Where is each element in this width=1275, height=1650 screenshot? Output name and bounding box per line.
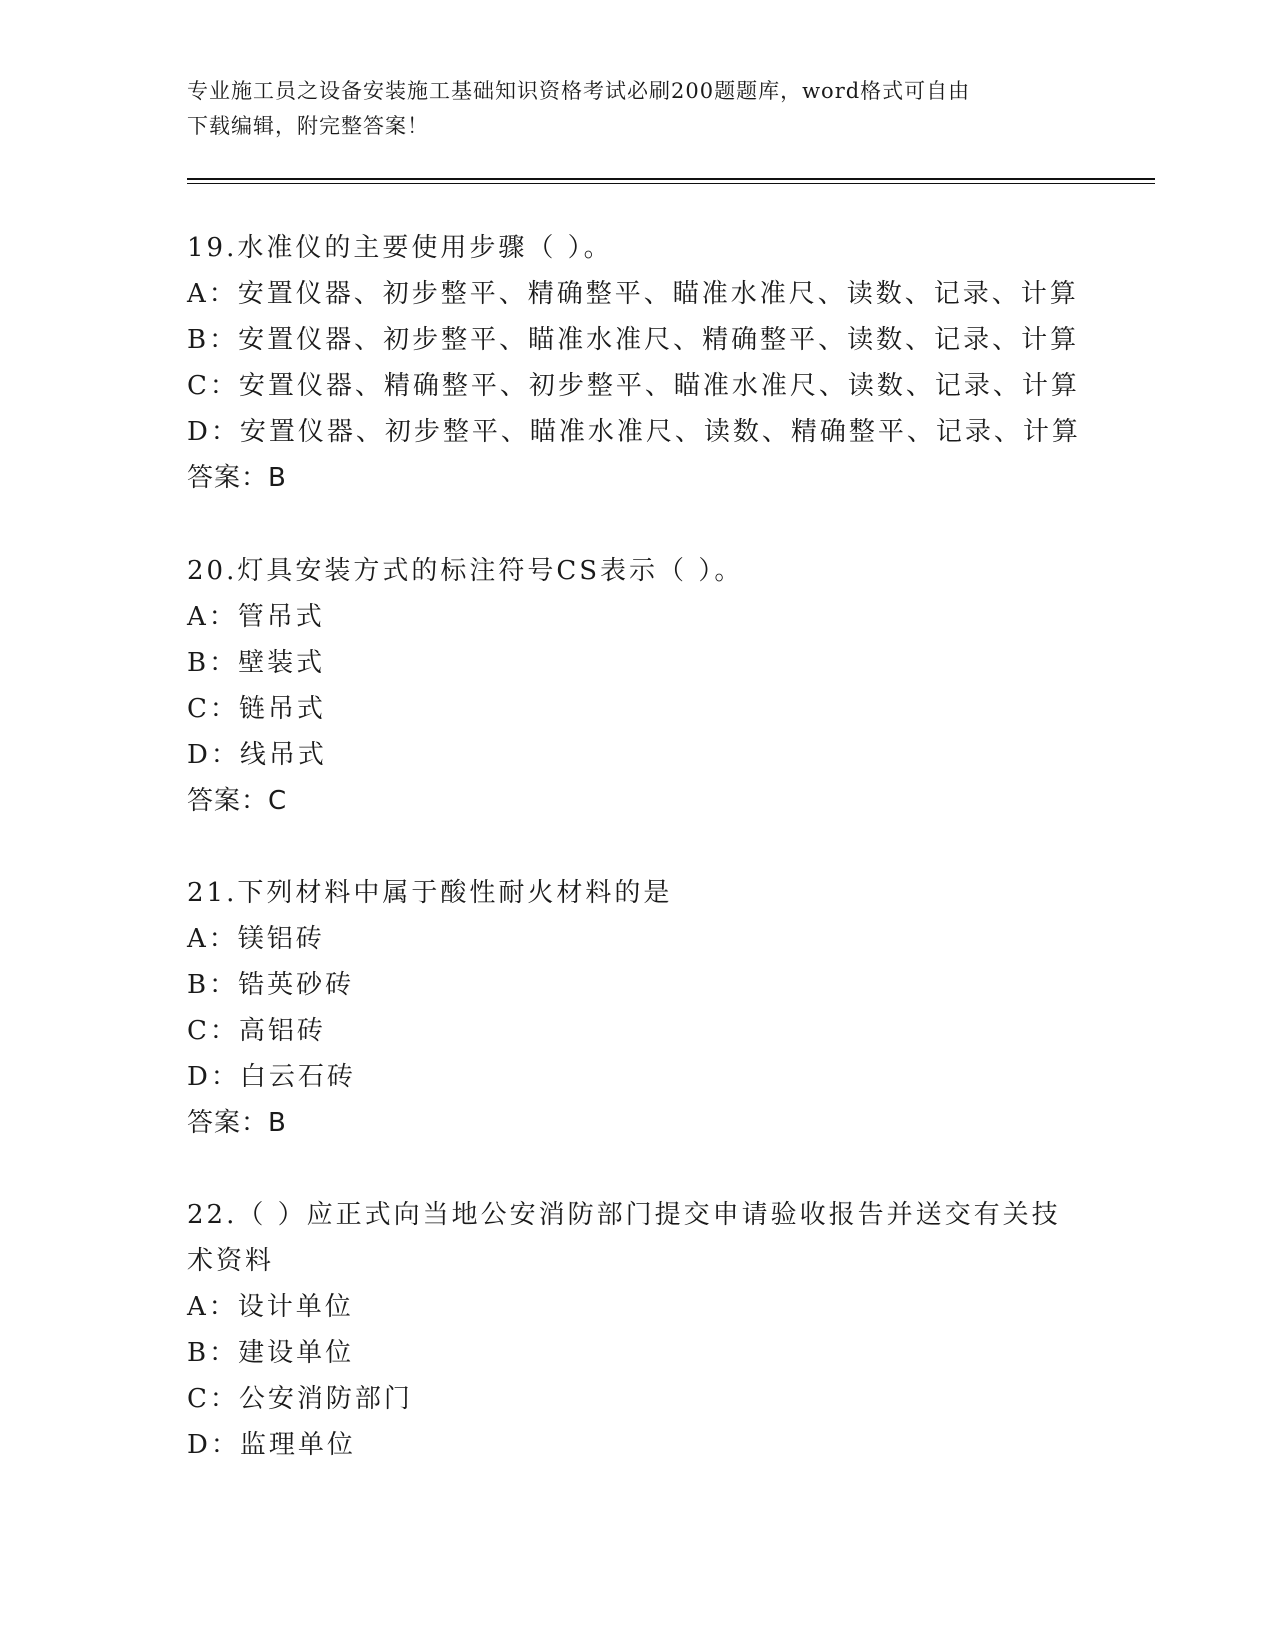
question-stem: 20.灯具安装方式的标注符号CS表示（ ）。 xyxy=(187,556,744,586)
question-19 xyxy=(187,225,1087,501)
option-a: A：管吊式 xyxy=(187,602,325,632)
option-a: A：安置仪器、初步整平、精确整平、瞄准水准尺、读数、记录、计算 xyxy=(187,279,1079,309)
option-c: C：高铝砖 xyxy=(187,1016,326,1046)
option-b: B：壁装式 xyxy=(187,648,326,678)
question-stem-line-1: 22.（ ）应正式向当地公安消防部门提交申请验收报告并送交有关技 xyxy=(187,1200,1061,1230)
question-22 xyxy=(187,1192,1087,1468)
question-stem: 19.水准仪的主要使用步骤（ ）。 xyxy=(187,233,613,263)
option-d: D：线吊式 xyxy=(187,740,327,770)
answer-text: 答案：C xyxy=(187,786,288,816)
option-d: D：监理单位 xyxy=(187,1430,356,1460)
header-divider-thick xyxy=(187,178,1155,180)
answer-text: 答案：B xyxy=(187,463,287,493)
option-c: C：链吊式 xyxy=(187,694,326,724)
option-d: D：安置仪器、初步整平、瞄准水准尺、读数、精确整平、记录、计算 xyxy=(187,417,1081,447)
option-b: B：建设单位 xyxy=(187,1338,355,1368)
option-b: B：安置仪器、初步整平、瞄准水准尺、精确整平、读数、记录、计算 xyxy=(187,325,1080,355)
option-b: B：锆英砂砖 xyxy=(187,970,355,1000)
option-c: C：公安消防部门 xyxy=(187,1384,413,1414)
document-header xyxy=(187,74,1067,144)
header-divider-thin xyxy=(187,183,1155,184)
question-21 xyxy=(187,870,1087,1146)
option-a: A：镁铝砖 xyxy=(187,924,325,954)
option-c: C：安置仪器、精确整平、初步整平、瞄准水准尺、读数、记录、计算 xyxy=(187,371,1080,401)
header-line-1: 专业施工员之设备安装施工基础知识资格考试必刷200题题库，word格式可自由 xyxy=(187,79,971,103)
question-stem: 21.下列材料中属于酸性耐火材料的是 xyxy=(187,878,673,908)
question-stem-line-2: 术资料 xyxy=(187,1246,275,1276)
option-a: A：设计单位 xyxy=(187,1292,354,1322)
answer-text: 答案：B xyxy=(187,1108,287,1138)
header-line-2: 下载编辑，附完整答案！ xyxy=(187,114,429,138)
option-d: D：白云石砖 xyxy=(187,1062,356,1092)
question-20 xyxy=(187,548,1087,824)
